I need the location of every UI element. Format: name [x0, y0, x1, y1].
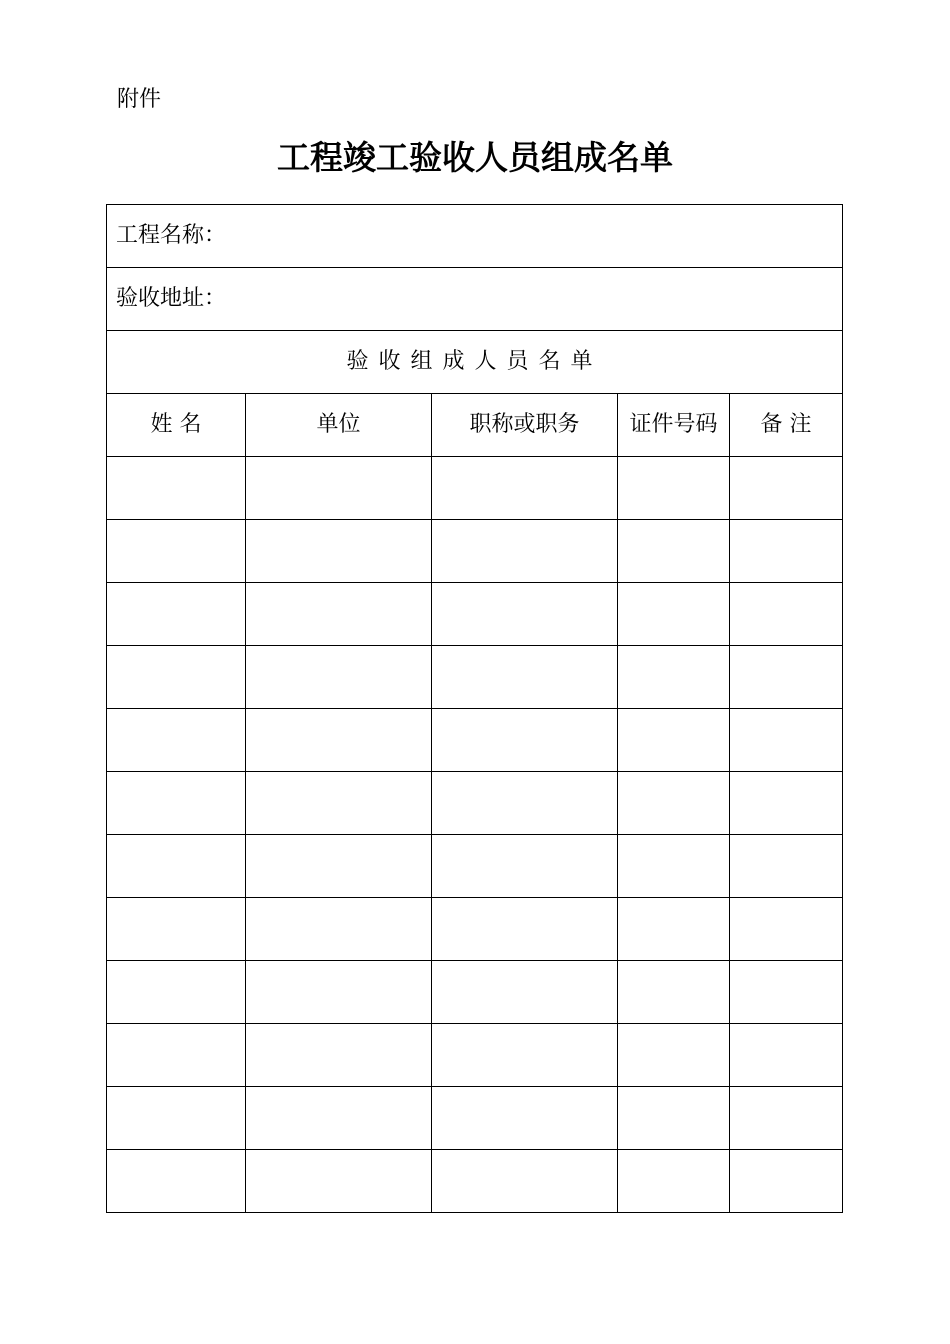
title-position-cell[interactable] — [432, 583, 618, 646]
title-position-cell[interactable] — [432, 898, 618, 961]
table-row — [107, 583, 843, 646]
table-row — [107, 1150, 843, 1213]
id-number-cell[interactable] — [618, 583, 730, 646]
unit-cell[interactable] — [246, 1087, 432, 1150]
column-header-unit: 单位 — [246, 394, 432, 457]
remarks-cell[interactable] — [730, 961, 843, 1024]
table-row — [107, 457, 843, 520]
project-name-label: 工程名称： — [116, 223, 227, 248]
name-cell[interactable] — [107, 709, 246, 772]
title-position-cell[interactable] — [432, 772, 618, 835]
section-heading-row — [107, 331, 843, 394]
id-number-cell[interactable] — [618, 961, 730, 1024]
address-row — [107, 268, 843, 331]
document-title: 工程竣工验收人员组成名单 — [277, 138, 673, 177]
name-cell[interactable] — [107, 898, 246, 961]
address-label: 验收地址： — [116, 286, 227, 311]
id-number-cell[interactable] — [618, 1150, 730, 1213]
column-header-id-number: 证件号码 — [618, 394, 730, 457]
table-row — [107, 961, 843, 1024]
id-number-cell[interactable] — [618, 646, 730, 709]
remarks-cell[interactable] — [730, 898, 843, 961]
remarks-cell[interactable] — [730, 1087, 843, 1150]
name-cell[interactable] — [107, 835, 246, 898]
id-number-cell[interactable] — [618, 457, 730, 520]
title-position-cell[interactable] — [432, 457, 618, 520]
unit-cell[interactable] — [246, 583, 432, 646]
column-header-name: 姓 名 — [107, 394, 246, 457]
column-header-row — [107, 394, 843, 457]
title-position-cell[interactable] — [432, 520, 618, 583]
acceptance-personnel-table — [106, 204, 843, 1213]
title-position-cell[interactable] — [432, 1024, 618, 1087]
title-position-cell[interactable] — [432, 961, 618, 1024]
name-cell[interactable] — [107, 583, 246, 646]
remarks-cell[interactable] — [730, 1024, 843, 1087]
remarks-cell[interactable] — [730, 457, 843, 520]
name-cell[interactable] — [107, 457, 246, 520]
title-position-cell[interactable] — [432, 835, 618, 898]
name-cell[interactable] — [107, 961, 246, 1024]
table-row — [107, 520, 843, 583]
id-number-cell[interactable] — [618, 898, 730, 961]
remarks-cell[interactable] — [730, 520, 843, 583]
title-position-cell[interactable] — [432, 646, 618, 709]
table-row — [107, 898, 843, 961]
project-name-row — [107, 205, 843, 268]
remarks-cell[interactable] — [730, 709, 843, 772]
unit-cell[interactable] — [246, 835, 432, 898]
project-name-field[interactable] — [107, 205, 843, 268]
remarks-cell[interactable] — [730, 646, 843, 709]
title-position-cell[interactable] — [432, 1150, 618, 1213]
column-header-title-position: 职称或职务 — [432, 394, 618, 457]
attachment-label: 附件 — [117, 87, 162, 112]
section-heading: 验收组成人员名单 — [107, 331, 843, 394]
remarks-cell[interactable] — [730, 835, 843, 898]
unit-cell[interactable] — [246, 709, 432, 772]
id-number-cell[interactable] — [618, 1087, 730, 1150]
column-header-remarks: 备 注 — [730, 394, 843, 457]
id-number-cell[interactable] — [618, 835, 730, 898]
unit-cell[interactable] — [246, 520, 432, 583]
id-number-cell[interactable] — [618, 772, 730, 835]
address-field[interactable] — [107, 268, 843, 331]
name-cell[interactable] — [107, 646, 246, 709]
title-position-cell[interactable] — [432, 1087, 618, 1150]
id-number-cell[interactable] — [618, 520, 730, 583]
remarks-cell[interactable] — [730, 583, 843, 646]
unit-cell[interactable] — [246, 898, 432, 961]
title-position-cell[interactable] — [432, 709, 618, 772]
table-row — [107, 646, 843, 709]
table-row — [107, 1087, 843, 1150]
name-cell[interactable] — [107, 1087, 246, 1150]
name-cell[interactable] — [107, 1150, 246, 1213]
remarks-cell[interactable] — [730, 772, 843, 835]
remarks-cell[interactable] — [730, 1150, 843, 1213]
unit-cell[interactable] — [246, 1150, 432, 1213]
table-row — [107, 709, 843, 772]
table-row — [107, 772, 843, 835]
unit-cell[interactable] — [246, 772, 432, 835]
table-row — [107, 835, 843, 898]
unit-cell[interactable] — [246, 457, 432, 520]
unit-cell[interactable] — [246, 646, 432, 709]
name-cell[interactable] — [107, 1024, 246, 1087]
name-cell[interactable] — [107, 772, 246, 835]
id-number-cell[interactable] — [618, 709, 730, 772]
table-row — [107, 1024, 843, 1087]
id-number-cell[interactable] — [618, 1024, 730, 1087]
unit-cell[interactable] — [246, 961, 432, 1024]
name-cell[interactable] — [107, 520, 246, 583]
unit-cell[interactable] — [246, 1024, 432, 1087]
